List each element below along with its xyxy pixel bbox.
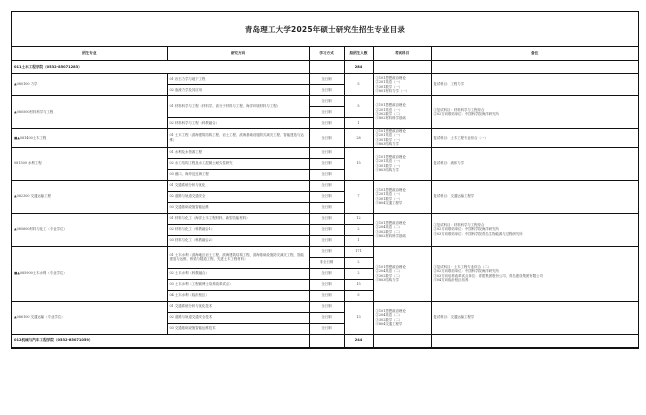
research-direction: 03 土木水利（工程硕博士培养改革试点） [167, 279, 309, 290]
quota: 7 [344, 180, 373, 213]
notes [431, 147, 638, 180]
college-mode-cell [309, 61, 344, 74]
header-row [12, 47, 638, 61]
research-direction: 01 土木工程（滨海建筑结构工程、岩土工程、滨海基础设施防灾减灾工程、智能建造与运维） [167, 129, 309, 148]
exam-subject: ②204英语（二） [375, 225, 403, 230]
exam-subject: ③302数学（二） [375, 229, 403, 234]
exam-subject: ③301数学（一） [375, 163, 403, 168]
college-exam-cell [373, 334, 431, 347]
exam-subject: ①101思想政治理论 [375, 264, 406, 269]
research-direction: 02 材料科学与工程（科教融合） [167, 118, 309, 129]
direction-row [12, 213, 638, 224]
major-name: ▲080500材料科学与工程 [12, 96, 167, 129]
quota: 5 [344, 96, 373, 118]
note-line: 复试科目：交通运输工程学 [433, 194, 475, 199]
college-row [12, 61, 638, 74]
notes [431, 129, 638, 148]
major-name: ▲080100 力学 [12, 74, 167, 96]
direction-row [12, 147, 638, 158]
header-direction: 研究方向 [167, 47, 309, 61]
college-total: 284 [344, 61, 373, 74]
research-direction: 01 土木水利（滨海地区岩土工程、滨海建筑结构工程、滨海基础设施防灾减灾工程、智能建造与运维、桥梁与隧道工程、先进土木工程材料） [167, 246, 309, 268]
college-row [12, 334, 638, 347]
note-line: 复试科目：流体力学 [433, 161, 465, 166]
quota: 171 [344, 246, 373, 257]
exam-subjects [373, 301, 431, 334]
direction-row [12, 74, 638, 85]
study-mode: 全日制 [309, 158, 344, 169]
study-mode: 全日制 [309, 202, 344, 213]
exam-subject: ②201英语（一） [375, 107, 403, 112]
study-mode: 全日制 [309, 301, 344, 312]
exam-subjects [373, 180, 431, 213]
exam-subjects [373, 74, 431, 96]
note-line: ②02方向联培单位：中国科学院海洋研究所 [433, 269, 499, 274]
exam-subject: ①101思想政治理论 [375, 308, 406, 313]
exam-subject: ④803结构力学 [375, 142, 399, 147]
notes [431, 180, 638, 213]
note-line: ③03方向培养改革试点单位：青建集团股份公司、青岛建设集团有限公司 [433, 273, 543, 278]
exam-subject: ③302数学（二） [375, 317, 403, 322]
research-direction: 01 交通系统分析与优化 [167, 180, 309, 191]
quota: 15 [344, 147, 373, 180]
study-mode: 全日制 [309, 85, 344, 96]
college-note-cell [431, 334, 638, 347]
research-direction: 02 道路与轨道交通安全技术 [167, 312, 309, 323]
direction-row [12, 246, 638, 257]
exam-subject: ②204英语（二） [375, 269, 403, 274]
note-line: ①复试科目：材料科学与工程综合 [433, 223, 485, 228]
study-mode: 全日制 [309, 96, 344, 107]
exam-subject: ①101思想政治理论 [375, 103, 406, 108]
quota: 2 [344, 224, 373, 235]
header-major: 招生专业 [12, 47, 167, 61]
study-mode: 全日制 [309, 312, 344, 323]
quota: 12 [344, 213, 373, 224]
exam-subjects [373, 147, 431, 180]
notes [431, 96, 638, 129]
note-line: ①复试科目：土木工程专业综合（二） [433, 264, 492, 269]
college-exam-cell [373, 61, 431, 74]
study-mode: 全日制 [309, 147, 344, 158]
exam-subject: ④804交通工程学 [375, 201, 403, 206]
research-direction: 01 水利及水资源工程 [167, 147, 309, 158]
exam-subject: ①101思想政治理论 [375, 220, 406, 225]
major-name: ■▲085900土木水利（专业学位） [12, 246, 167, 301]
exam-subject: ①101思想政治理论 [375, 129, 406, 133]
notes [431, 246, 638, 301]
research-direction: 02 渗流力学及其应用 [167, 85, 309, 96]
study-mode: 全日制 [309, 107, 344, 118]
college-note-cell [431, 61, 638, 74]
study-mode: 全日制 [309, 246, 344, 257]
catalog-table [12, 47, 638, 348]
major-name: ▲082300 交通运输工程 [12, 180, 167, 213]
note-line: ③03方向联培单位：中国科学院青岛生物能源与过程研究所 [433, 231, 523, 236]
research-direction: 01 材料科学与工程（材料学、高分子材料与工程、海洋环境材料与工程） [167, 96, 309, 118]
note-line: ①复试科目：材料科学与工程综合 [433, 107, 485, 112]
study-mode: 全日制 [309, 279, 344, 290]
major-name: ▲086100 交通运输（专业学位） [12, 301, 167, 334]
note-line: ②02方向联培单位：中国科学院海洋研究所 [433, 227, 499, 232]
quota: 2 [344, 257, 373, 268]
study-mode: 全日制 [309, 74, 344, 85]
exam-subject: ④804交通工程学 [375, 322, 403, 327]
exam-subject: ①101思想政治理论 [375, 187, 406, 192]
research-direction: 01 交通系统分析与优化技术 [167, 301, 309, 312]
exam-subject: ③302数学（二） [375, 273, 403, 278]
study-mode: 全日制 [309, 118, 344, 129]
notes [431, 301, 638, 334]
exam-subject: ②201英语（一） [375, 159, 403, 164]
notes [431, 74, 638, 96]
exam-subject: ③301数学（一） [375, 84, 403, 89]
exam-subject: ④803结构力学 [375, 278, 399, 283]
exam-subject: ②204英语（二） [375, 313, 403, 318]
quota: 28 [344, 129, 373, 148]
research-direction: 03 交通基础设施智能运维技术 [167, 323, 309, 334]
direction-row [12, 96, 638, 107]
study-mode: 全日制 [309, 213, 344, 224]
research-direction: 03 港口、海岸及近海工程 [167, 169, 309, 180]
college-name: 012机械与汽车工程学院（0532-85071059） [12, 334, 309, 347]
header-quota: 拟招生人数 [344, 47, 373, 61]
study-mode: 全日制 [309, 235, 344, 246]
research-direction: 02 水工结构工程及水工混凝土耐久性研究 [167, 158, 309, 169]
exam-subjects [373, 213, 431, 246]
direction-row [12, 129, 638, 148]
exam-subject: ④802材料科学基础 [375, 116, 406, 121]
exam-subjects [373, 129, 431, 148]
exam-subject: ①101思想政治理论 [375, 154, 406, 159]
research-direction: 01 岩石力学与地下工程 [167, 74, 309, 85]
header-exam-subjects: 考试科目 [373, 47, 431, 61]
research-direction: 03 材料与化工（科教融合2） [167, 235, 309, 246]
study-mode: 全日制 [309, 129, 344, 148]
header-study-mode: 学习方式 [309, 47, 344, 61]
quota: 15 [344, 279, 373, 290]
college-mode-cell [309, 334, 344, 347]
quota: 5 [344, 74, 373, 96]
major-name: ▲085600材料与化工（专业学位） [12, 213, 167, 246]
exam-subject: ②201英语（一） [375, 80, 403, 85]
note-line: 复试科目：土木工程专业综合（一） [433, 135, 488, 140]
research-direction: 03 交通基础设施智能运维 [167, 202, 309, 213]
exam-subject: ③301数学（一） [375, 137, 403, 142]
exam-subject: ④803结构力学 [375, 168, 399, 173]
exam-subjects [373, 96, 431, 129]
catalog-sheet [11, 11, 639, 349]
header-notes: 备注 [431, 47, 638, 61]
study-mode: 全日制 [309, 224, 344, 235]
research-direction: 01 材料与化工（海洋土木工程材料、新型功能材料） [167, 213, 309, 224]
note-line: ②02方向联培单位：中国科学院海洋研究所 [433, 112, 499, 116]
quota: 13 [344, 301, 373, 334]
exam-subject: ②201英语（一） [375, 133, 403, 138]
college-total: 244 [344, 334, 373, 347]
study-mode: 全日制 [309, 169, 344, 180]
quota: 5 [344, 290, 373, 301]
exam-subject: ②201英语（一） [375, 192, 403, 197]
major-name: 081500 水利工程 [12, 147, 167, 180]
document-title: 青岛理工大学2025年硕士研究生招生专业目录 [12, 12, 638, 47]
study-mode: 全日制 [309, 191, 344, 202]
major-name: ■▲081400土木工程 [12, 129, 167, 148]
exam-subject: ④801材料力学（一） [375, 88, 410, 93]
note-line: 复试科目：工程力学 [433, 82, 465, 87]
notes [431, 213, 638, 246]
quota: 1 [344, 235, 373, 246]
college-name: 011土木工程学院（0532-85071283） [12, 61, 309, 74]
note-line: ④04方向临沂校区培养 [433, 278, 469, 283]
quota: 1 [344, 118, 373, 129]
study-mode: 全日制 [309, 268, 344, 279]
exam-subject: ③302数学（二） [375, 112, 403, 116]
exam-subject: ③301数学（一） [375, 196, 403, 201]
exam-subjects [373, 246, 431, 301]
exam-subject: ①101思想政治理论 [375, 75, 406, 80]
study-mode: 非全日制 [309, 257, 344, 268]
research-direction: 02 材料与化工（科教融合1） [167, 224, 309, 235]
study-mode: 全日制 [309, 180, 344, 191]
research-direction: 02 道路与轨道交通安全 [167, 191, 309, 202]
research-direction: 04 土木水利（临沂校区） [167, 290, 309, 301]
note-line: 复试科目：交通运输工程学 [433, 315, 475, 320]
quota: 2 [344, 268, 373, 279]
direction-row [12, 180, 638, 191]
exam-subject: ④802材料科学基础 [375, 234, 406, 239]
study-mode: 全日制 [309, 290, 344, 301]
direction-row [12, 301, 638, 312]
study-mode: 全日制 [309, 323, 344, 334]
research-direction: 02 土木水利（科教融合） [167, 268, 309, 279]
